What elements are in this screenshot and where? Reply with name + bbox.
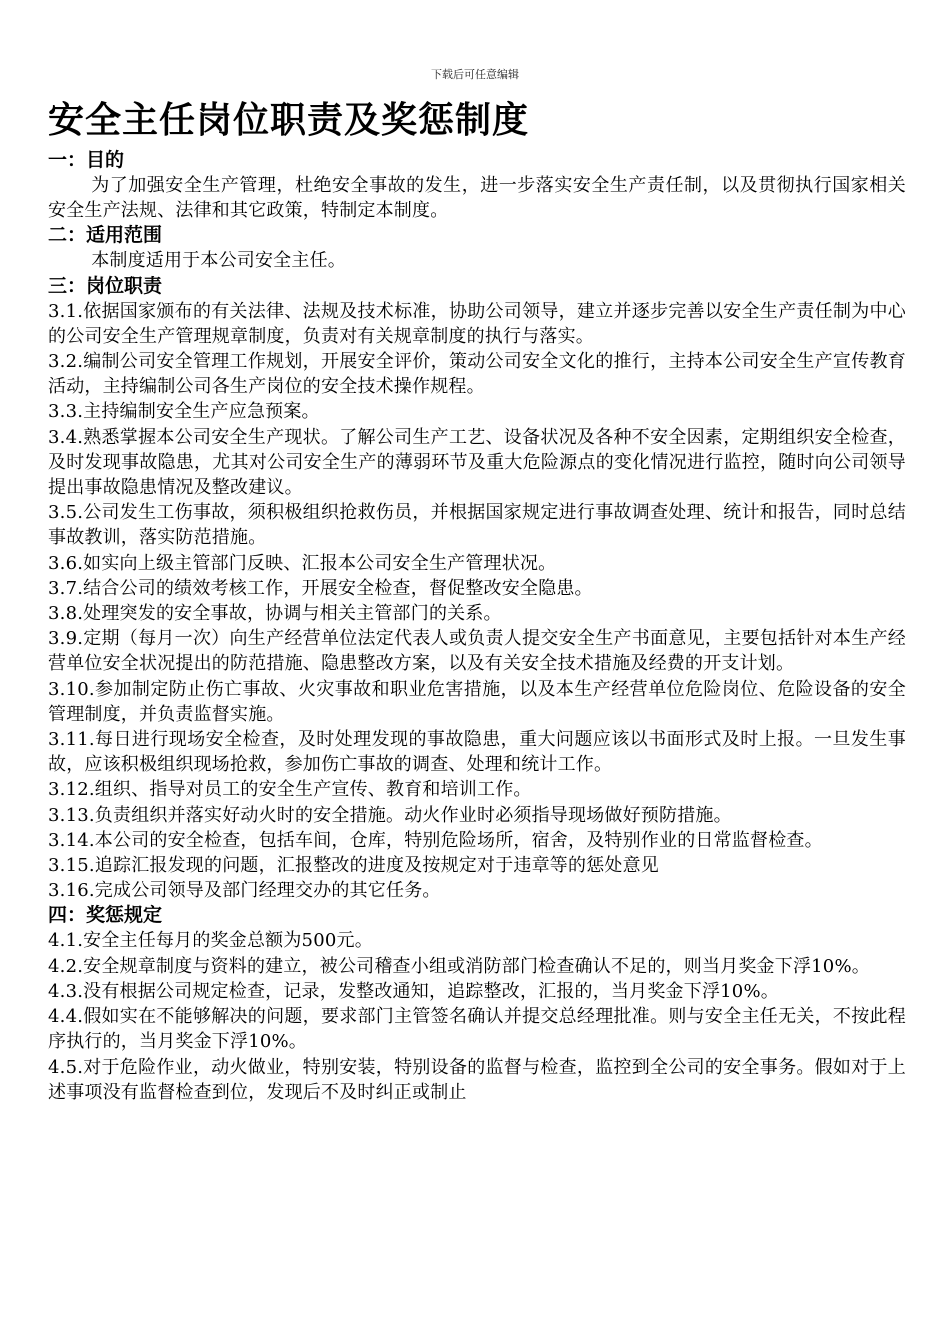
list-item: 3.13.负责组织并落实好动火时的安全措施。动火作业时必须指导现场做好预防措施。	[48, 804, 732, 826]
paragraph: 为了加强安全生产管理，杜绝安全事故的发生，进一步落实安全生产责任制，以及贯彻执行国家相关安全生产法规、法律和其它政策，特制定本制度。	[48, 175, 906, 222]
section-scope	[48, 223, 906, 273]
list-item: 3.14.本公司的安全检查，包括车间，仓库，特别危险场所，宿舍，及特别作业的日常监督检查。	[48, 829, 823, 851]
list-item: 3.3.主持编制安全生产应急预案。	[48, 401, 320, 423]
list-item: 4.3.没有根据公司规定检查，记录，发整改通知，追踪整改，汇报的，当月奖金下浮10%。	[48, 980, 779, 1002]
section-rewards	[48, 903, 906, 1104]
section-heading: 一：目的	[48, 149, 125, 171]
list-item: 3.8.处理突发的安全事故，协调与相关主管部门的关系。	[48, 603, 502, 625]
list-item: 3.6.如实向上级主管部门反映、汇报本公司安全生产管理状况。	[48, 552, 557, 574]
list-item: 4.4.假如实在不能够解决的问题，要求部门主管签名确认并提交总经理批准。则与安全主任无关，不按此程序执行的，当月奖金下浮10%。	[48, 1006, 906, 1053]
list-item: 3.9.定期（每月一次）向生产经营单位法定代表人或负责人提交安全生产书面意见，主要包括针对本生产经营单位安全状况提出的防范措施、隐患整改方案，以及有关安全技术措施及经费的开支计划。	[48, 628, 906, 675]
list-item: 3.15.追踪汇报发现的问题，汇报整改的进度及按规定对于违章等的惩处意见	[48, 855, 659, 877]
list-item: 4.2.安全规章制度与资料的建立，被公司稽查小组或消防部门检查确认不足的，则当月奖金下浮10%。	[48, 955, 870, 977]
section-purpose	[48, 148, 906, 223]
list-item: 3.10.参加制定防止伤亡事故、火灾事故和职业危害措施，以及本生产经营单位危险岗位、危险设备的安全管理制度，并负责监督实施。	[48, 678, 906, 725]
document-body	[48, 98, 906, 1105]
list-item: 3.4.熟悉掌握本公司安全生产现状。了解公司生产工艺、设备状况及各种不安全因素，定期组织安全检查，及时发现事故隐患，尤其对公司安全生产的薄弱环节及重大危险源点的变化情况进行监控，随时向公司领导提出事故隐患情况及整改建议。	[48, 426, 906, 499]
list-item: 3.5.公司发生工伤事故，须积极组织抢救伤员，并根据国家规定进行事故调查处理、统计和报告，同时总结事故教训，落实防范措施。	[48, 502, 906, 549]
list-item: 4.5.对于危险作业，动火做业，特别安装，特别设备的监督与检查，监控到全公司的安全事务。假如对于上述事项没有监督检查到位，发现后不及时纠正或制止	[48, 1056, 906, 1103]
list-item: 3.16.完成公司领导及部门经理交办的其它任务。	[48, 880, 441, 902]
section-duties	[48, 274, 906, 904]
header-note: 下载后可任意编辑	[431, 68, 519, 81]
list-item: 3.12.组织、指导对员工的安全生产宣传、教育和培训工作。	[48, 779, 532, 801]
list-item: 3.1.依据国家颁布的有关法律、法规及技术标准，协助公司领导，建立并逐步完善以安全生产责任制为中心的公司安全生产管理规章制度，负责对有关规章制度的执行与落实。	[48, 300, 906, 347]
list-item: 4.1.安全主任每月的奖金总额为500元。	[48, 930, 373, 952]
paragraph: 本制度适用于本公司安全主任。	[91, 250, 346, 272]
list-item: 3.11.每日进行现场安全检查，及时处理发现的事故隐患，重大问题应该以书面形式及时上报。一旦发生事故，应该积极组织现场抢救，参加伤亡事故的调查、处理和统计工作。	[48, 729, 906, 776]
section-heading: 四：奖惩规定	[48, 904, 163, 927]
section-heading: 三：岗位职责	[48, 274, 163, 297]
list-item: 3.7.结合公司的绩效考核工作，开展安全检查，督促整改安全隐患。	[48, 577, 593, 599]
list-item: 3.2.编制公司安全管理工作规划，开展安全评价，策动公司安全文化的推行，主持本公司安全生产宣传教育活动，主持编制公司各生产岗位的安全技术操作规程。	[48, 351, 906, 398]
document-title: 安全主任岗位职责及奖惩制度	[48, 100, 530, 141]
section-heading: 二：适用范围	[48, 224, 163, 247]
